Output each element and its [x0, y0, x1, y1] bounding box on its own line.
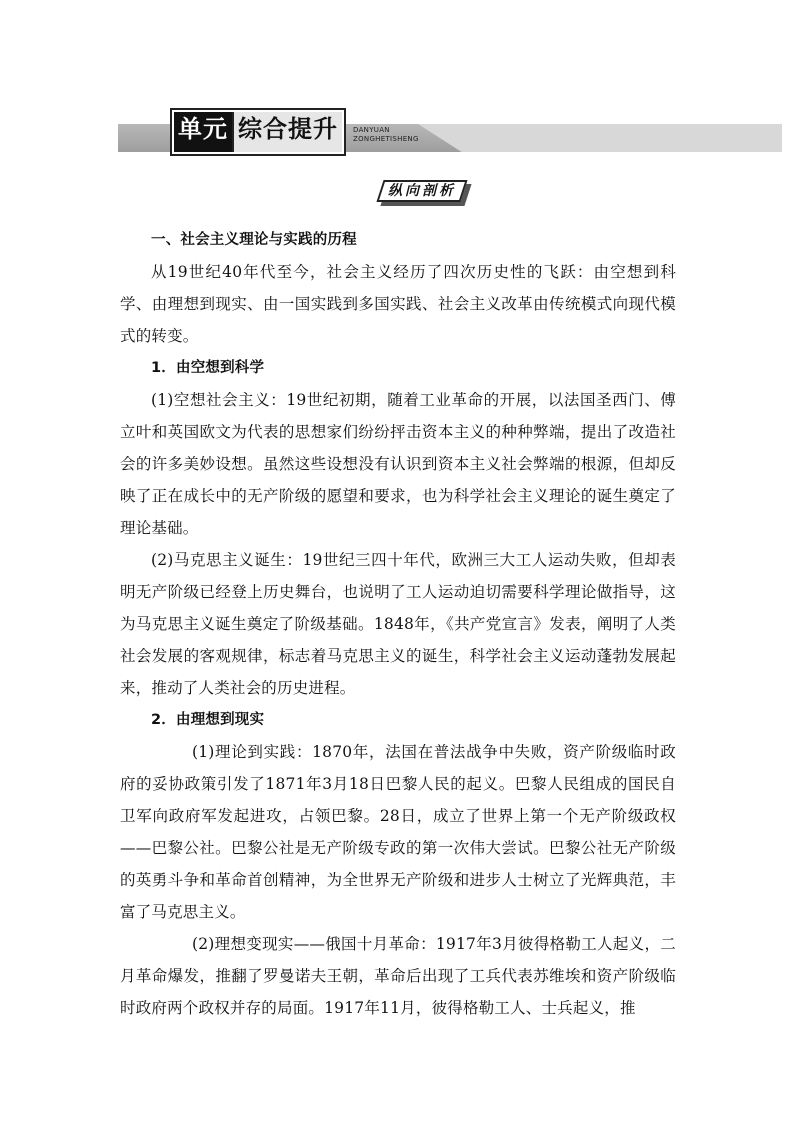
intro-paragraph: 从19世纪40年代至今，社会主义经历了四次历史性的飞跃：由空想到科学、由理想到现实、由一国实践到多国实践、社会主义改革由传统模式向现代模式的转变。	[120, 263, 676, 345]
subheading-2: 2．由理想到现实	[151, 712, 265, 728]
banner-title	[170, 108, 346, 156]
paragraph-october-revolution: (2)理想变现实——俄国十月革命：1917年3月彼得格勒工人起义，二月革命爆发，推翻了罗曼诺夫王朝，革命后出现了工兵代表苏维埃和资产阶级临时政府两个政权并存的局面。1917年11月，彼得格勒工人、士兵起义，推	[120, 935, 676, 1017]
banner-pinyin-line1: DANYUAN	[353, 126, 390, 134]
paragraph-utopian: (1)空想社会主义：19世纪初期，随着工业革命的开展，以法国圣西门、傅立叶和英国欧文为代表的思想家们纷纷抨击资本主义的种种弊端，提出了改造社会的许多美妙设想。虽然这些设想没有认识到资本主义社会弊端的根源，但却反映了正在成长中的无产阶级的愿望和要求，也为科学社会主义理论的诞生奠定了理论基础。	[120, 391, 676, 537]
banner-title-part2: 综合提升	[232, 112, 342, 152]
subheading-1: 1．由空想到科学	[151, 360, 265, 376]
unit-banner	[118, 108, 782, 154]
banner-pinyin	[353, 126, 419, 144]
paragraph-paris-commune: (1)理论到实践：1870年，法国在普法战争中失败，资产阶级临时政府的妥协政策引发了1871年3月18日巴黎人民的起义。巴黎人民组成的国民自卫军向政府军发起进攻，占领巴黎。28日，成立了世界上第一个无产阶级政权——巴黎公社。巴黎公社是无产阶级专政的第一次伟大尝试。巴黎公社无产阶级的英勇斗争和革命首创精神，为全世界无产阶级和进步人士树立了光辉典范，丰富了马克思主义。	[120, 743, 676, 921]
banner-slant	[418, 124, 782, 152]
document-body	[120, 224, 676, 1024]
paragraph-marxism: (2)马克思主义诞生：19世纪三四十年代，欧洲三大工人运动失败，但却表明无产阶级已经登上历史舞台，也说明了工人运动迫切需要科学理论做指导，这为马克思主义诞生奠定了阶级基础。1848年，《共产党宣言》发表，阐明了人类社会发展的客观规律，标志着马克思主义的诞生，科学社会主义运动蓬勃发展起来，推动了人类社会的历史进程。	[120, 551, 676, 697]
section-tag-label: 纵向剖析	[388, 183, 456, 199]
heading-1: 一、社会主义理论与实践的历程	[151, 232, 357, 248]
section-tag	[380, 180, 472, 206]
banner-title-part1: 单元	[174, 112, 232, 152]
banner-pinyin-line2: ZONGHETISHENG	[353, 135, 419, 143]
